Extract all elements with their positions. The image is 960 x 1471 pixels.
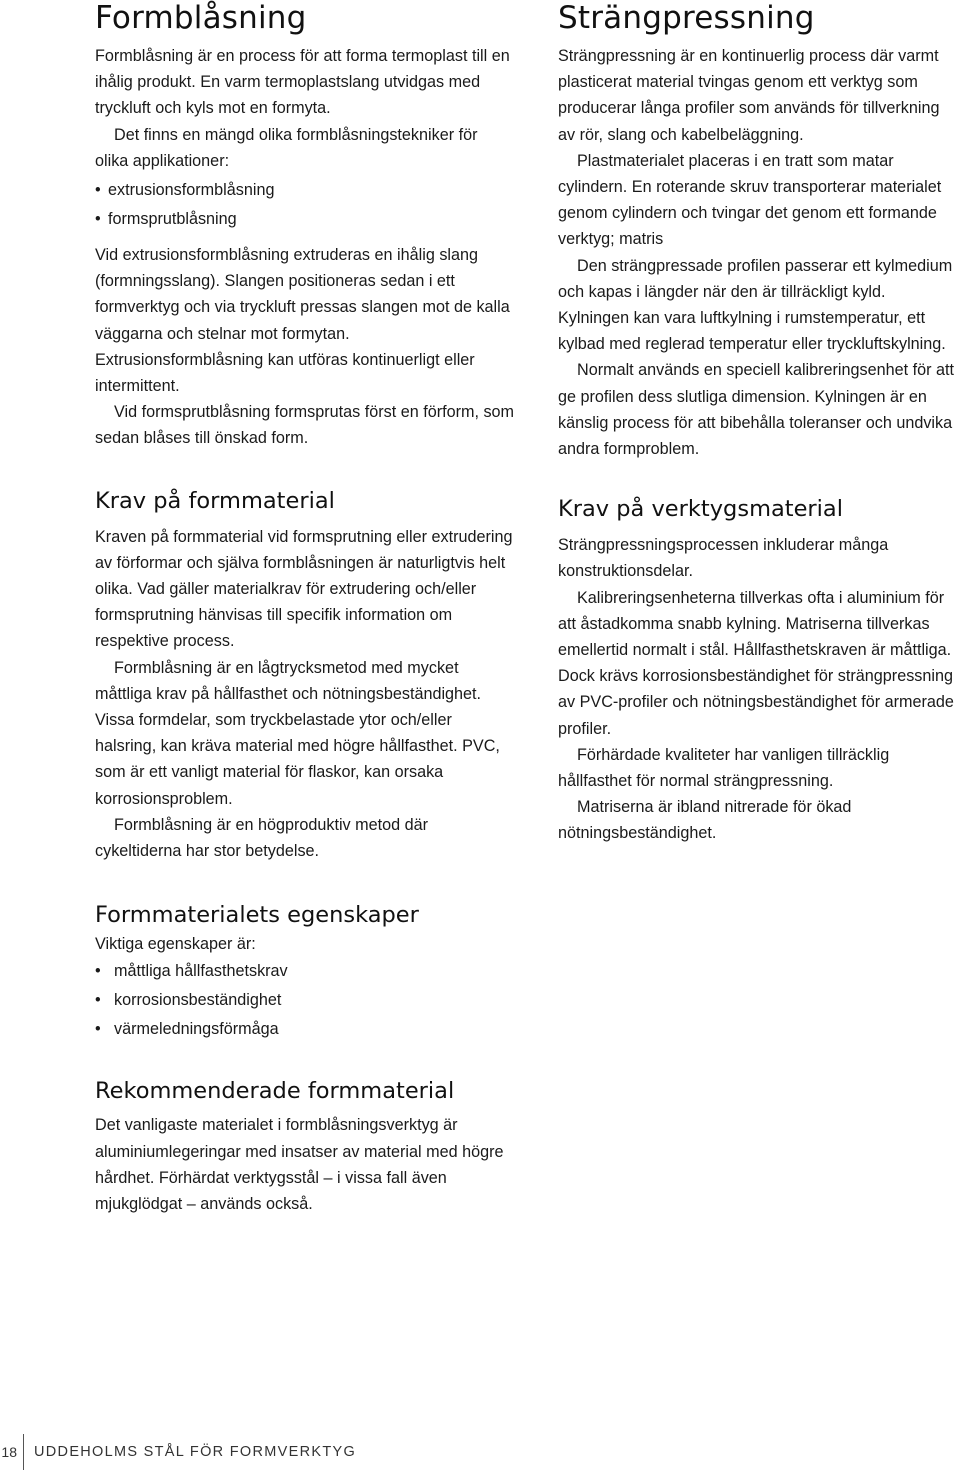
bullet-icon: • [95, 962, 101, 981]
heading-formblasning: Formblåsning [95, 0, 307, 36]
heading-krav-formmaterial: Krav på formmaterial [95, 487, 335, 514]
paragraph: Viktiga egenskaper är: [95, 935, 256, 954]
list-item: • formsprutblåsning [95, 205, 515, 234]
heading-egenskaper: Formmaterialets egenskaper [95, 902, 419, 929]
left-column [95, 0, 515, 1217]
property-list [95, 957, 515, 1044]
paragraph: Plastmaterialet placeras i en tratt som matar cylindern. En roterande skruv transporterar materialet genom cylindern och tvingar det genom ett formande verktyg; matris [558, 151, 942, 249]
bullet-icon: • [95, 181, 101, 200]
technique-list [95, 176, 515, 234]
right-column [558, 0, 958, 847]
publication-title: UDDEHOLMS STÅL FÖR FORMVERKTYG [34, 1444, 357, 1460]
paragraph: Det finns en mängd olika formblåsningstekniker för olika applikationer: [95, 125, 478, 170]
heading-krav-verktygsmaterial: Krav på verktygsmaterial [558, 496, 843, 523]
paragraph: Vid formsprutblåsning formsprutas först en förform, som sedan blåses till önskad form. [95, 403, 515, 448]
paragraph: Vid extrusionsformblåsning extruderas en ihålig slang (formningsslang). Slangen positioneras sedan i ett formverktyg och via tryckluft pressas slangen mot de kalla väggarna och stelnar mot formytan. Extrusionsformblåsning kan utföras kontinuerligt eller intermittent. [95, 246, 510, 396]
heading-strangpressning: Strängpressning [558, 0, 815, 36]
list-item: • måttliga hållfasthetskrav [95, 957, 515, 986]
paragraph: Kraven på formmaterial vid formsprutning eller extrudering av förformar och själva formblåsningen är naturligtvis helt olika. Vad gäller materialkrav för extrudering och/eller formsprutning hänvisas till specifik information om respektive process. [95, 527, 513, 651]
section-strangpressning [558, 0, 958, 462]
list-item: • korrosionsbeständighet [95, 986, 515, 1015]
paragraph: Den strängpressade profilen passerar ett kylmedium och kapas i längder när den är tillräckligt kyld. Kylningen kan vara luftkylning i rumstemperatur, ett kylbad med reglerad temperatur eller tryckluftskylning. [558, 256, 953, 354]
section-formblasning [95, 0, 515, 452]
paragraph: Strängpressning är en kontinuerlig process där varmt plasticerat material tvingas genom ett verktyg som producerar långa profiler som används för tillverkning av rör, slang och kabelbeläggning. [558, 47, 940, 144]
paragraph: Kalibreringsenheterna tillverkas ofta i aluminium för att åstadkomma snabb kylning. Matriserna tillverkas emellertid normalt i stål. Hållfasthetskraven är måttliga. Dock krävs korrosionsbeständighet för strängpressning av PVC-profiler och nötningsbeständighet för armerade profiler. [558, 588, 954, 738]
footer-divider [23, 1434, 24, 1470]
section-krav-verktygsmaterial [558, 494, 958, 846]
list-item: • värmeledningsförmåga [95, 1015, 515, 1044]
paragraph: Matriserna är ibland nitrerade för ökad nötningsbeständighet. [558, 798, 852, 843]
paragraph: Formblåsning är en lågtrycksmetod med mycket måttliga krav på hållfasthet och nötningsbeständighet. Vissa formdelar, som tryckbelastade ytor och/eller halsring, kan kräva material med högre hållfasthet. PVC, som är ett vanligt material för flaskor, kan orsaka korrosionsproblem. [95, 658, 500, 808]
paragraph: Förhärdade kvaliteter har vanligen tillräcklig hållfasthet för normal strängpressning. [558, 745, 890, 791]
section-krav-formmaterial [95, 486, 515, 865]
paragraph: Formblåsning är en process för att forma termoplast till en ihålig produkt. En varm termoplastslang utvidgas med tryckluft och kyls mot en formyta. [95, 47, 510, 118]
section-rekommenderade [95, 1076, 515, 1217]
bullet-icon: • [95, 991, 101, 1010]
bullet-icon: • [95, 210, 101, 229]
page-number: 18 [1, 1444, 17, 1460]
bullet-icon: • [95, 1020, 101, 1039]
paragraph: Normalt används en speciell kalibreringsenhet för att ge profilen dess slutliga dimension. Kylningen är en känslig process för att bibehålla toleranser och undvika andra formproblem. [558, 361, 955, 459]
page-footer [0, 1434, 356, 1470]
section-egenskaper [95, 900, 515, 1044]
paragraph: Formblåsning är en högproduktiv metod där cykeltiderna har stor betydelse. [95, 815, 429, 861]
paragraph: Det vanligaste materialet i formblåsningsverktyg är aluminiumlegeringar med insatser av material med högre hårdhet. Förhärdat verktygsstål – i vissa fall även mjukglödgat – används också. [95, 1116, 504, 1214]
heading-rekommenderade: Rekommenderade formmaterial [95, 1078, 455, 1105]
paragraph: Strängpressningsprocessen inkluderar många konstruktionsdelar. [558, 536, 889, 581]
list-item: • extrusionsformblåsning [95, 176, 515, 205]
